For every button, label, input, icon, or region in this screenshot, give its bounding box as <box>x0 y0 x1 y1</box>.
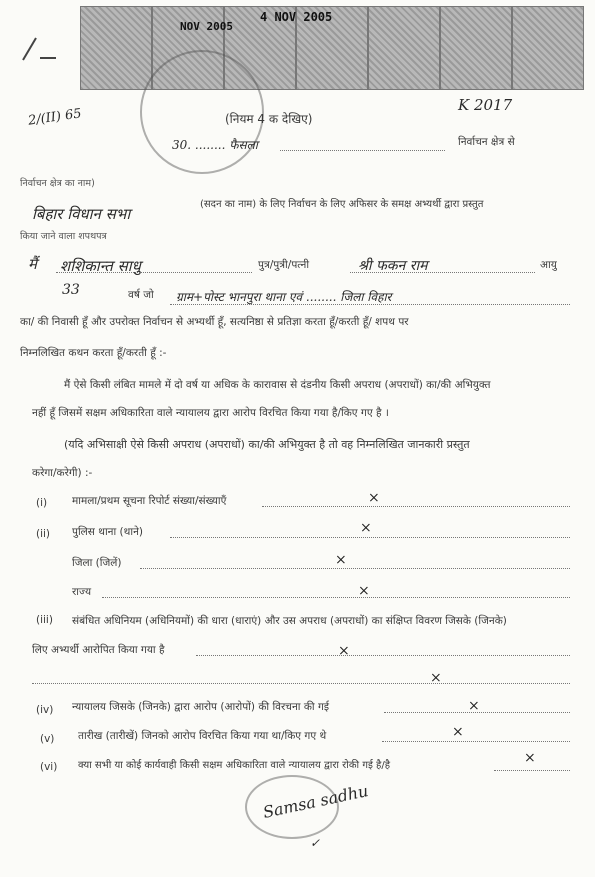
item-label: पुलिस थाना (थाने) <box>72 526 144 538</box>
para1-line1: मैं ऐसे किसी लंबित मामले में दो वर्ष या अधिक के कारावास से दंडनीय किसी अपराध (अपराधों) का/की अभियुक्त <box>64 379 491 391</box>
revenue-stamp <box>512 6 584 90</box>
item-label: न्यायालय जिसके (जिनके) द्वारा आरोप (आरोपों) की विरचना की गई <box>72 701 330 713</box>
fill-line <box>102 597 570 598</box>
revenue-stamp <box>440 6 512 90</box>
item-label: तारीख (तारीखें) जिनको आरोप विरचित किया गया था/किए गए थे <box>78 730 327 742</box>
address: ग्राम+पोस्ट भानपुरा थाना एवं ........ जिला विहार <box>176 290 392 304</box>
item-num: (v) <box>40 733 55 745</box>
para2-line1: (यदि अभिसाक्षी ऐसे किसी अपराध (अपराधों) का/की अभियुक्त है तो वह निम्नलिखित जानकारी प्रस्तुत <box>64 438 470 451</box>
fill-line <box>280 150 445 151</box>
fill-line <box>494 770 570 771</box>
item-label: राज्य <box>72 586 92 598</box>
stamp-date-overprint: NOV 2005 <box>180 20 233 33</box>
constituency-name-label: निर्वाचन क्षेत्र का नाम) <box>20 178 95 189</box>
cross-mark: × <box>360 520 372 536</box>
cross-mark: × <box>430 670 442 686</box>
fill-line <box>32 683 570 684</box>
item-num: (i) <box>36 497 48 509</box>
signature: Samsa sadhu <box>261 781 370 822</box>
fill-line <box>196 655 570 656</box>
statement-line: निम्नलिखित कथन करता हूँ/करती हूँ :- <box>20 347 167 359</box>
revenue-stamp <box>368 6 440 90</box>
cross-mark: × <box>468 698 480 714</box>
fill-line <box>56 272 252 273</box>
father-name: श्री फकन राम <box>358 258 428 274</box>
item-num: (ii) <box>36 528 51 540</box>
age-label: आयु <box>540 259 557 271</box>
item3-line2: लिए अभ्यर्थी आरोपित किया गया है <box>32 644 165 656</box>
revenue-stamp <box>80 6 152 90</box>
margin-scribble <box>18 30 68 70</box>
cross-mark: × <box>524 750 536 766</box>
relation-label: पुत्र/पुत्री/पत्नी <box>258 259 310 271</box>
constituency-label: निर्वाचन क्षेत्र से <box>458 136 515 148</box>
para2-line2: करेगा/करेगी) :- <box>32 467 93 479</box>
cross-mark: × <box>358 583 370 599</box>
corner-note: 2/(II) 65 <box>27 106 83 129</box>
item-label: क्या सभी या कोई कार्यवाही किसी सक्षम अधिकारिता वाले न्यायालय द्वारा रोकी गई है/है <box>78 760 391 771</box>
oath-label: किया जाने वाला शपथपत्र <box>20 231 107 242</box>
item-num: (vi) <box>40 761 58 773</box>
candidate-name: शशिकान्त साधु <box>60 257 141 275</box>
item-label: जिला (जिलें) <box>72 557 122 569</box>
fill-line <box>170 537 570 538</box>
para1-line2: नहीं हूँ जिसमें सक्षम अधिकारिता वाले न्यायालय द्वारा आरोप विरचित किया गया है/किए गए है । <box>32 407 389 419</box>
item-num: (iii) <box>36 614 53 626</box>
item3-line1: संबंधित अधिनियम (अधिनियमों) की धारा (धाराएं) और उस अपराध (अपराधों) का संक्षिप्त विवरण जिसके (जिनके) <box>72 615 507 627</box>
cross-mark: × <box>368 490 380 506</box>
cross-mark: × <box>452 724 464 740</box>
top-right-mark: K 2017 <box>458 96 513 114</box>
date-line: 30. ........ फैसला <box>172 138 258 152</box>
rule-heading: (नियम 4 क देखिए) <box>225 112 313 126</box>
fill-line <box>170 304 570 305</box>
footer-tick: ✓ <box>310 836 321 850</box>
cross-mark: × <box>338 643 350 659</box>
house-line: (सदन का नाम) के लिए निर्वाचन के लिए अफिसर के समक्ष अभ्यर्थी द्वारा प्रस्तुत <box>200 199 484 210</box>
item-num: (iv) <box>36 704 54 716</box>
cross-mark: × <box>335 552 347 568</box>
house-name: बिहार विधान सभा <box>32 205 131 223</box>
fill-line <box>382 741 570 742</box>
resident-line: का/ की निवासी हूँ और उपरोक्त निर्वाचन से अभ्यर्थी हूँ, सत्यनिष्ठा से प्रतिज्ञा करता हूँ/करती हूँ/ शपथ पर <box>20 316 409 328</box>
years-label: वर्ष जो <box>128 289 154 301</box>
item-label: मामला/प्रथम सूचना रिपोर्ट संख्या/संख्याएँ <box>72 495 227 507</box>
fill-line <box>140 568 570 569</box>
fill-line <box>262 506 570 507</box>
main-prefix: मैं <box>28 255 37 273</box>
age-value: 33 <box>62 282 80 298</box>
fill-line <box>350 272 535 273</box>
stamp-date-overprint: 4 NOV 2005 <box>260 10 333 24</box>
